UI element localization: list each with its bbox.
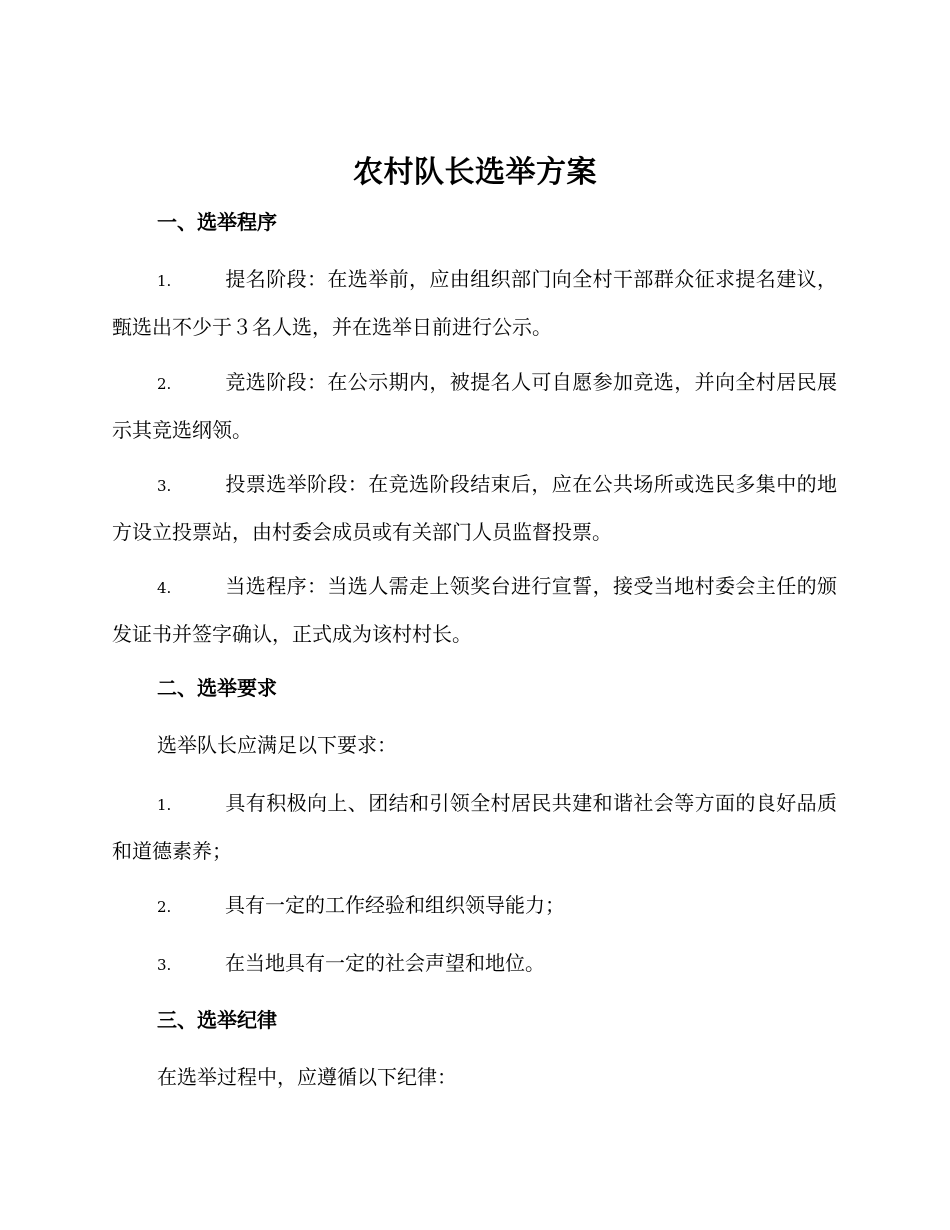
list-item-text: 当选程序：当选人需走上领奖台进行宣誓，接受当地村委会主任的颁发证书并签字确认，正式成为该村村长。 — [112, 574, 837, 646]
list-item-text: 在当地具有一定的社会声望和地位。 — [225, 951, 545, 975]
list-item-number: 1. — [157, 272, 172, 290]
list-item-number: 3. — [157, 956, 172, 974]
list-item-text: 投票选举阶段：在竞选阶段结束后，应在公共场所或选民多集中的地方设立投票站，由村委会成员或有关部门人员监督投票。 — [112, 472, 837, 544]
section-heading-discipline: 三、选举纪律 — [157, 1008, 277, 1032]
list-item — [112, 882, 837, 930]
list-item — [112, 256, 837, 350]
list-item — [112, 780, 837, 874]
list-item — [112, 461, 837, 555]
list-item-number: 1. — [157, 796, 172, 814]
list-item — [112, 940, 837, 988]
section-heading-requirements: 二、选举要求 — [157, 676, 277, 700]
section-heading-procedure: 一、选举程序 — [157, 210, 277, 234]
list-item-number: 4. — [157, 579, 172, 597]
list-item-text: 具有积极向上、团结和引领全村居民共建和谐社会等方面的良好品质和道德素养； — [112, 791, 837, 863]
list-item — [112, 563, 837, 657]
document-title: 农村队长选举方案 — [353, 155, 597, 190]
list-item-text: 提名阶段：在选举前，应由组织部门向全村干部群众征求提名建议，甄选出不少于３名人选，并在选举日前进行公示。 — [112, 267, 837, 339]
list-item-number: 3. — [157, 477, 172, 495]
list-item-number: 2. — [157, 375, 172, 393]
list-item-text: 具有一定的工作经验和组织领导能力； — [225, 893, 565, 917]
list-item-text: 竞选阶段：在公示期内，被提名人可自愿参加竞选，并向全村居民展示其竞选纲领。 — [112, 370, 837, 442]
list-item — [112, 359, 837, 453]
list-item-number: 2. — [157, 898, 172, 916]
section-intro: 在选举过程中，应遵循以下纪律： — [157, 1065, 457, 1089]
section-intro: 选举队长应满足以下要求： — [157, 733, 397, 757]
